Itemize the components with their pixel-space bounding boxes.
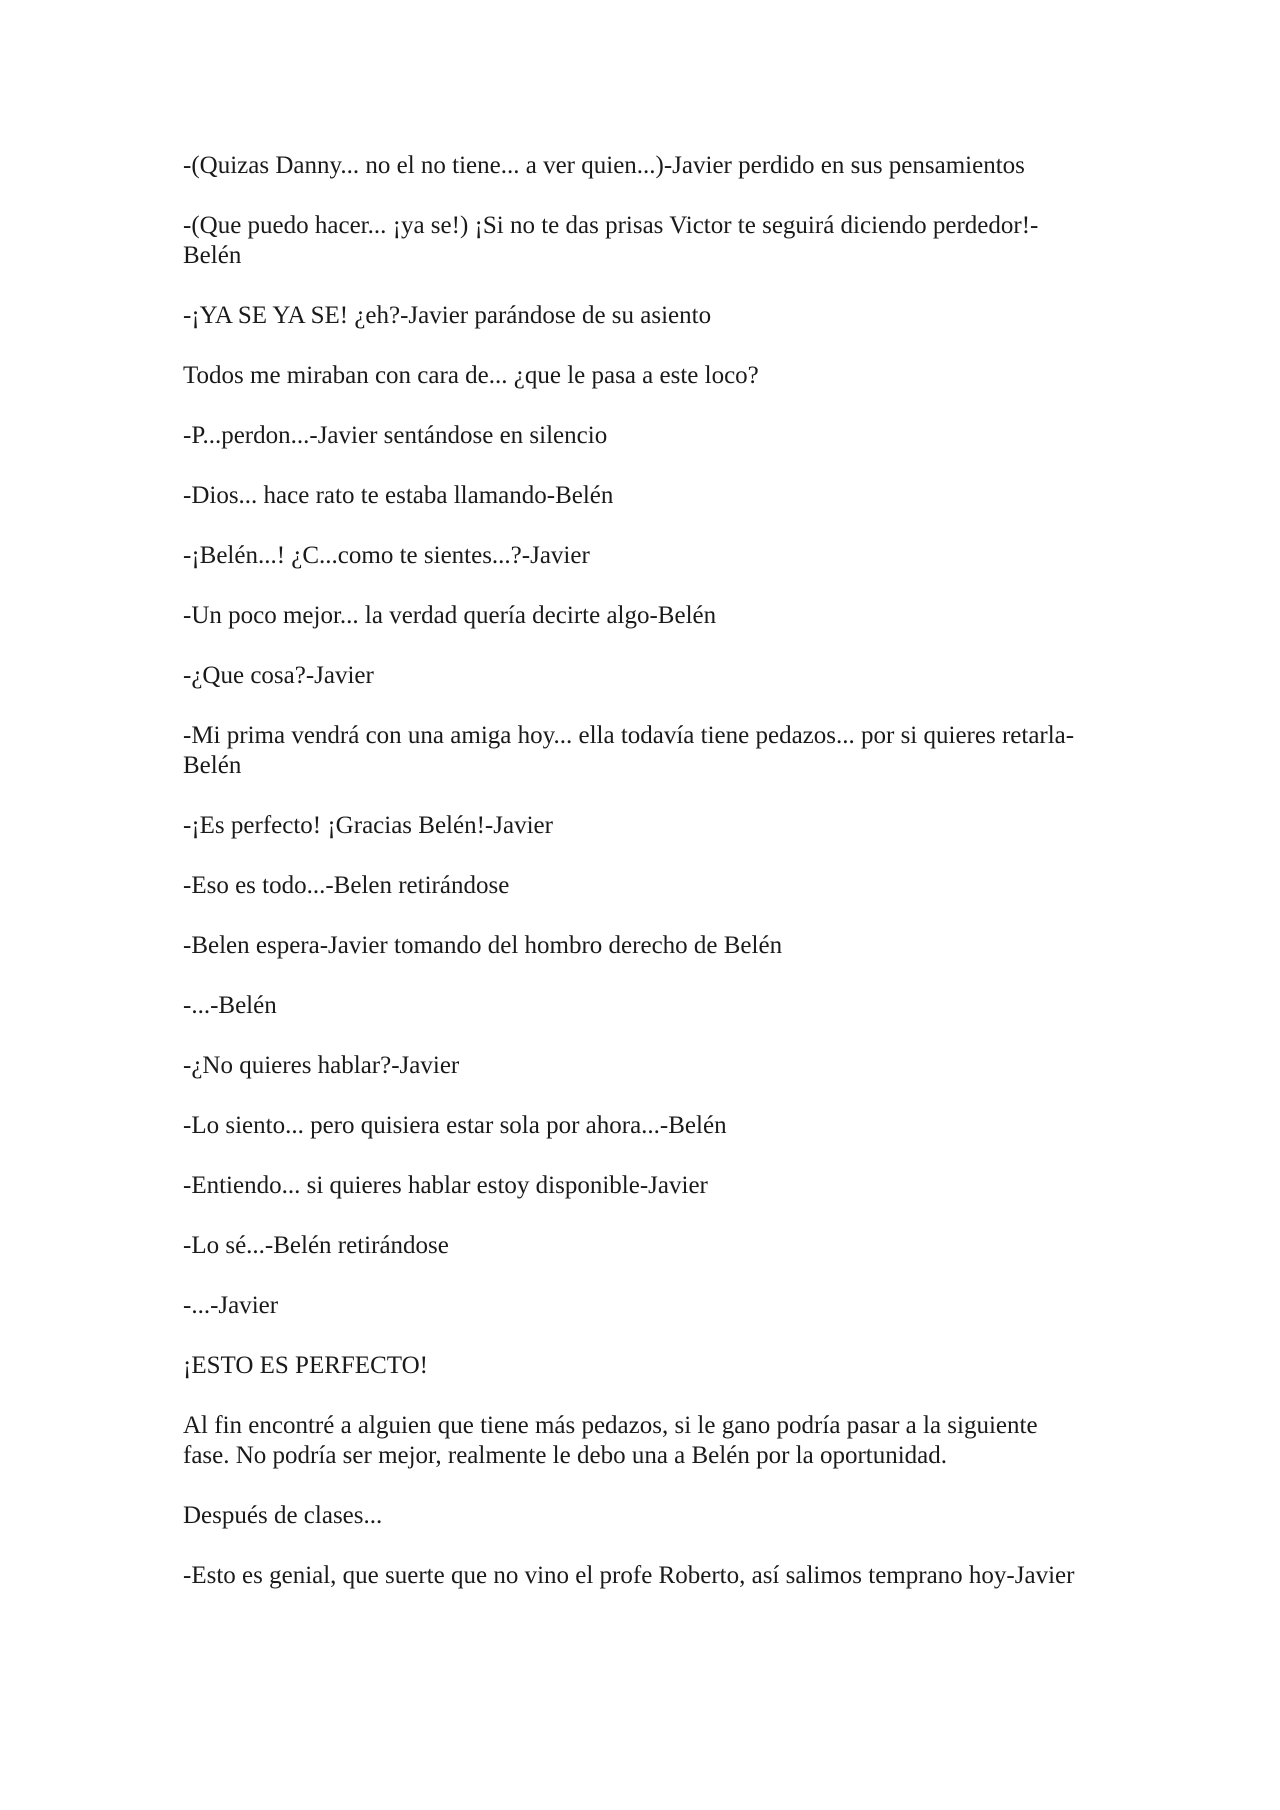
paragraph-22: Después de clases... <box>183 1502 383 1529</box>
paragraph-11: -¡Es perfecto! ¡Gracias Belén!-Javier <box>183 812 553 839</box>
paragraph-8: -Un poco mejor... la verdad quería decirte algo-Belén <box>183 602 717 629</box>
paragraph-23: -Esto es genial, que suerte que no vino el profe Roberto, así salimos temprano hoy-Javier <box>183 1562 1075 1589</box>
paragraph-9: -¿Que cosa?-Javier <box>183 662 374 689</box>
paragraph-1: -(Quizas Danny... no el no tiene... a ver quien...)-Javier perdido en sus pensamientos <box>183 152 1025 179</box>
paragraph-16: -Lo siento... pero quisiera estar sola por ahora...-Belén <box>183 1112 727 1139</box>
paragraph-17: -Entiendo... si quieres hablar estoy disponible-Javier <box>183 1172 708 1199</box>
paragraph-15: -¿No quieres hablar?-Javier <box>183 1052 460 1079</box>
paragraph-18: -Lo sé...-Belén retirándose <box>183 1232 449 1259</box>
paragraph-2: -(Que puedo hacer... ¡ya se!) ¡Si no te das prisas Victor te seguirá diciendo perdedor!-Belén <box>183 212 1039 269</box>
paragraph-19: -...-Javier <box>183 1292 279 1319</box>
paragraph-14: -...-Belén <box>183 992 277 1019</box>
paragraph-20: ¡ESTO ES PERFECTO! <box>183 1352 428 1379</box>
paragraph-5: -P...perdon...-Javier sentándose en silencio <box>183 422 608 449</box>
paragraph-10: -Mi prima vendrá con una amiga hoy... ella todavía tiene pedazos... por si quieres retarla-Belén <box>183 722 1075 779</box>
paragraph-7: -¡Belén...! ¿C...como te sientes...?-Javier <box>183 542 590 569</box>
paragraph-6: -Dios... hace rato te estaba llamando-Belén <box>183 482 614 509</box>
paragraph-3: -¡YA SE YA SE! ¿eh?-Javier parándose de su asiento <box>183 302 712 329</box>
paragraph-12: -Eso es todo...-Belen retirándose <box>183 872 510 899</box>
document-body <box>183 151 1083 1621</box>
paragraph-13: -Belen espera-Javier tomando del hombro derecho de Belén <box>183 932 783 959</box>
paragraph-4: Todos me miraban con cara de... ¿que le pasa a este loco? <box>183 362 759 389</box>
paragraph-21: Al fin encontré a alguien que tiene más pedazos, si le gano podría pasar a la siguiente fase. No podría ser mejor, realmente le debo una a Belén por la oportunidad. <box>183 1412 1038 1469</box>
